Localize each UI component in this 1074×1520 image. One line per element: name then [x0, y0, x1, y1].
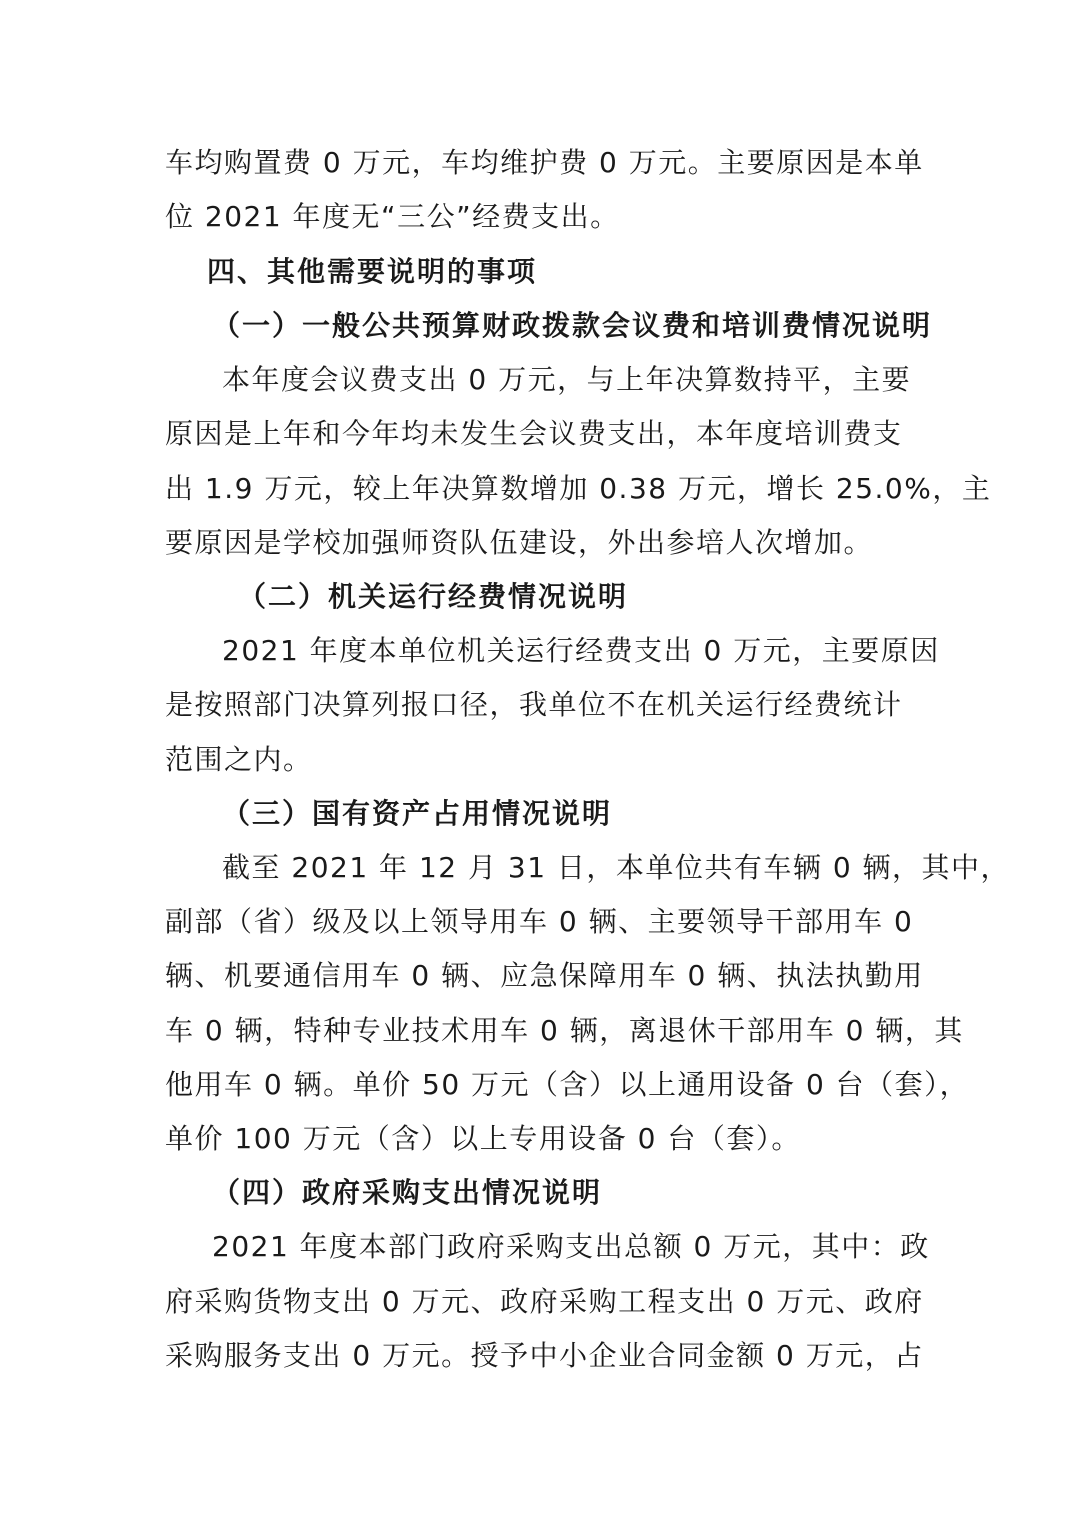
- paragraph-line: 府采购货物支出 0 万元、政府采购工程支出 0 万元、政府: [165, 1285, 924, 1318]
- paragraph-line: 范围之内。: [165, 743, 313, 776]
- paragraph-line: 2021 年度本单位机关运行经费支出 0 万元，主要原因: [222, 634, 940, 667]
- paragraph-line: 截至 2021 年 12 月 31 日，本单位共有车辆 0 辆，其中，: [222, 851, 1011, 884]
- subsection-heading: （三）国有资产占用情况说明: [222, 797, 613, 830]
- section-heading: 四、其他需要说明的事项: [207, 255, 538, 288]
- paragraph-line: 他用车 0 辆。单价 50 万元（含）以上通用设备 0 台（套），: [165, 1068, 970, 1101]
- paragraph-line: 副部（省）级及以上领导用车 0 辆、主要领导干部用车 0: [165, 905, 914, 938]
- paragraph-line: 原因是上年和今年均未发生会议费支出，本年度培训费支: [165, 417, 903, 450]
- paragraph-line: 出 1.9 万元，较上年决算数增加 0.38 万元，增长 25.0%，主: [165, 472, 992, 505]
- paragraph-line: 车 0 辆，特种专业技术用车 0 辆，离退休干部用车 0 辆，其: [165, 1014, 964, 1047]
- paragraph-line: 是按照部门决算列报口径，我单位不在机关运行经费统计: [165, 688, 903, 721]
- paragraph-line: 2021 年度本部门政府采购支出总额 0 万元，其中：政: [212, 1230, 930, 1263]
- subsection-heading: （一）一般公共预算财政拨款会议费和培训费情况说明: [212, 309, 933, 342]
- paragraph-line: 本年度会议费支出 0 万元，与上年决算数持平，主要: [222, 363, 912, 396]
- paragraph-line: 辆、机要通信用车 0 辆、应急保障用车 0 辆、执法执勤用: [165, 959, 924, 992]
- subsection-heading: （四）政府采购支出情况说明: [212, 1176, 603, 1209]
- paragraph-line: 位 2021 年度无“三公”经费支出。: [165, 200, 620, 233]
- paragraph-line: 单价 100 万元（含）以上专用设备 0 台（套）。: [165, 1122, 801, 1155]
- paragraph-line: 车均购置费 0 万元，车均维护费 0 万元。主要原因是本单: [165, 146, 924, 179]
- paragraph-line: 要原因是学校加强师资队伍建设，外出参培人次增加。: [165, 526, 874, 559]
- subsection-heading: （二）机关运行经费情况说明: [238, 580, 629, 613]
- paragraph-line: 采购服务支出 0 万元。授予中小企业合同金额 0 万元，占: [165, 1339, 924, 1372]
